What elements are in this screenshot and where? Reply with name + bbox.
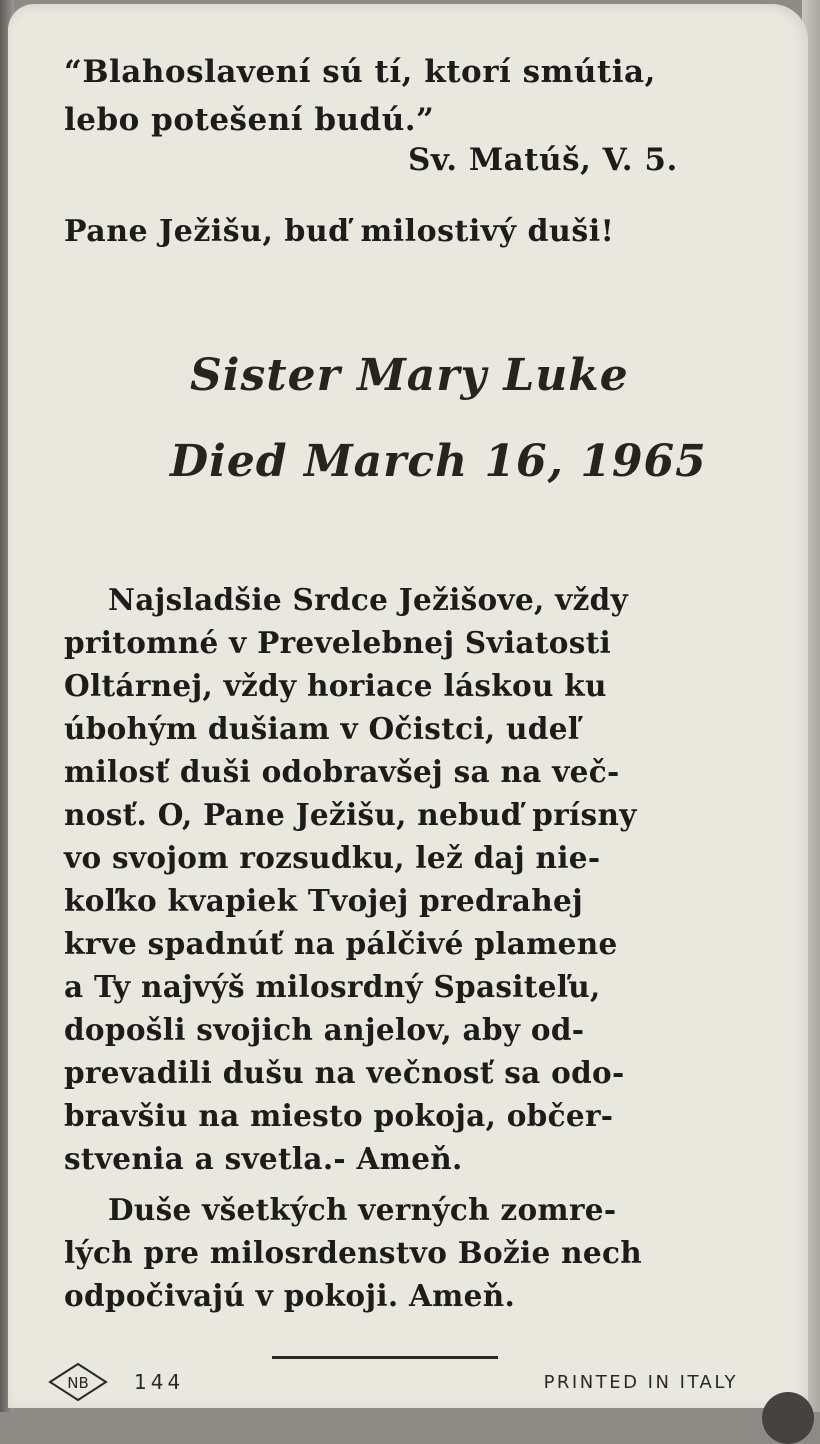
prayer-line: dopošli svojich anjelov, aby od- xyxy=(64,1012,585,1047)
prayer-line: krve spadnúť na pálčivé plamene xyxy=(64,926,618,961)
logo-text: NB xyxy=(67,1374,89,1392)
publisher-logo xyxy=(48,1362,108,1402)
closing-line: lých pre milosrdenstvo Božie nech xyxy=(64,1235,642,1270)
prayer-card xyxy=(8,4,808,1408)
closing-line: Duše všetkých verných zomre- xyxy=(108,1192,617,1227)
prayer-line: milosť duši odobravšej sa na več- xyxy=(64,754,620,789)
prayer-line: pritomné v Prevelebnej Sviatosti xyxy=(64,625,612,660)
prayer-line: vo svojom rozsudku, lež daj nie- xyxy=(64,840,601,875)
prayer-line: nosť. O, Pane Ježišu, nebuď prísny xyxy=(64,797,637,832)
verse-line-1: “Blahoslavení sú tí, ktorí smútia, xyxy=(64,54,656,90)
prayer-line: úbohým dušiam v Očistci, udeľ xyxy=(64,711,580,746)
prayer-line: stvenia a svetla.- Ameň. xyxy=(64,1141,463,1176)
memorial-name: Sister Mary Luke xyxy=(190,350,629,401)
prayer-line: bravšiu na miesto pokoja, občer- xyxy=(64,1098,614,1133)
closing-line: odpočivajú v pokoji. Ameň. xyxy=(64,1278,516,1313)
prayer-line: a Ty najvýš milosrdný Spasiteľu, xyxy=(64,969,601,1004)
divider-rule xyxy=(272,1356,498,1359)
printed-in-label: PRINTED IN ITALY xyxy=(543,1372,738,1393)
memorial-date: Died March 16, 1965 xyxy=(170,436,707,487)
prayer-line: Oltárnej, vždy horiace láskou ku xyxy=(64,668,607,703)
verse-line-2: lebo potešení budú.” xyxy=(64,102,435,138)
prayer-line: koľko kvapiek Tvojej predrahej xyxy=(64,883,583,918)
prayer-line: prevadili dušu na večnosť sa odo- xyxy=(64,1055,625,1090)
invocation: Pane Ježišu, buď milostivý duši! xyxy=(64,214,615,249)
prayer-line: Najsladšie Srdce Ježišove, vždy xyxy=(108,582,629,617)
expand-button[interactable] xyxy=(762,1392,814,1444)
verse-reference: Sv. Matúš, V. 5. xyxy=(408,142,678,178)
card-number: 144 xyxy=(134,1370,185,1394)
